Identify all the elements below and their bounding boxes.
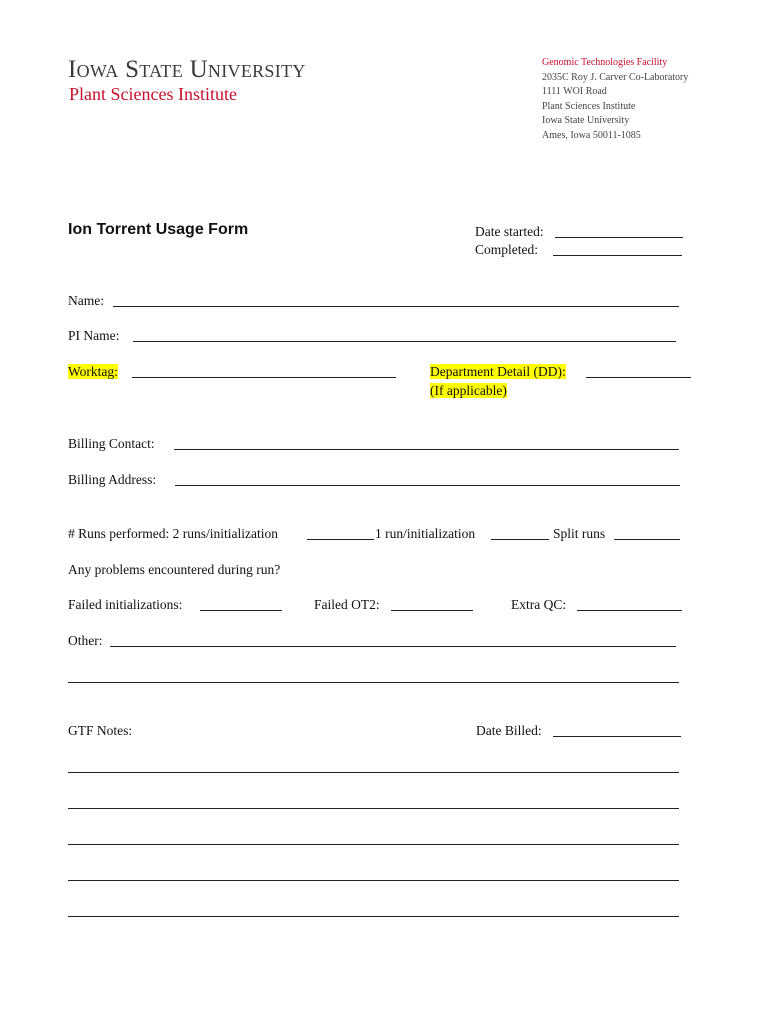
name-field[interactable]	[113, 306, 679, 307]
worktag-field[interactable]	[132, 377, 396, 378]
address-line: Ames, Iowa 50011-1085	[542, 129, 641, 141]
department-detail-highlight: Department Detail (DD):	[430, 364, 566, 379]
billing-address-label: Billing Address:	[68, 472, 157, 487]
one-run-label: 1 run/initialization	[375, 526, 476, 541]
failed-ot2-field[interactable]	[391, 610, 473, 611]
worktag-label	[68, 364, 118, 380]
university-logo: Iowa State University	[68, 56, 306, 83]
failed-init-field[interactable]	[200, 610, 282, 611]
department-detail-label	[430, 364, 566, 380]
address-line: 1111 WOI Road	[542, 86, 607, 98]
other-field-continued[interactable]	[68, 682, 679, 683]
address-line: 2035C Roy J. Carver Co-Laboratory	[542, 71, 689, 83]
date-started-field[interactable]	[555, 237, 683, 238]
billing-address-field[interactable]	[175, 485, 680, 486]
date-billed-label: Date Billed:	[476, 723, 542, 738]
gtf-notes-line[interactable]	[68, 880, 679, 881]
address-line: Genomic Technologies Facility	[542, 57, 668, 68]
completed-label: Completed:	[475, 242, 538, 257]
billing-contact-label: Billing Contact:	[68, 436, 155, 451]
split-runs-label: Split runs	[553, 526, 606, 541]
if-applicable-highlight: (If applicable)	[430, 383, 507, 398]
institute-name: Plant Sciences Institute	[69, 84, 237, 104]
name-label: Name:	[68, 293, 104, 308]
two-runs-field[interactable]	[307, 539, 374, 540]
billing-contact-field[interactable]	[174, 449, 679, 450]
facility-address	[542, 56, 688, 144]
runs-performed-label: # Runs performed: 2 runs/initialization	[68, 526, 278, 541]
worktag-highlight: Worktag:	[68, 364, 118, 379]
department-detail-field[interactable]	[586, 377, 691, 378]
pi-name-label: PI Name:	[68, 328, 120, 343]
pi-name-field[interactable]	[133, 341, 676, 342]
split-runs-field[interactable]	[614, 539, 680, 540]
completed-field[interactable]	[553, 255, 682, 256]
gtf-notes-line[interactable]	[68, 916, 679, 917]
problems-label: Any problems encountered during run?	[68, 562, 281, 577]
one-run-field[interactable]	[491, 539, 549, 540]
form-title: Ion Torrent Usage Form	[68, 221, 249, 238]
date-billed-field[interactable]	[553, 736, 681, 737]
date-started-label: Date started:	[475, 224, 544, 239]
if-applicable-label	[430, 383, 507, 399]
failed-ot2-label: Failed OT2:	[314, 597, 380, 612]
extra-qc-label: Extra QC:	[511, 597, 567, 612]
gtf-notes-line[interactable]	[68, 808, 679, 809]
gtf-notes-label: GTF Notes:	[68, 723, 133, 738]
gtf-notes-line[interactable]	[68, 772, 679, 773]
failed-init-label: Failed initializations:	[68, 597, 183, 612]
address-line: Iowa State University	[542, 115, 630, 127]
address-line: Plant Sciences Institute	[542, 100, 636, 112]
other-field[interactable]	[110, 646, 676, 647]
extra-qc-field[interactable]	[577, 610, 682, 611]
other-label: Other:	[68, 633, 103, 648]
gtf-notes-line[interactable]	[68, 844, 679, 845]
